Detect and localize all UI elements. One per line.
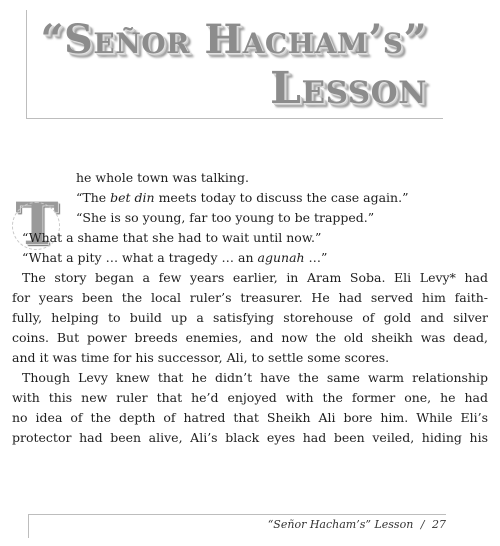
text-line: The story began a few years earlier, in Aram Soba. Eli Levy* had (22, 270, 488, 285)
running-title: “Señor Hacham’s” Lesson (267, 518, 414, 531)
text-line: fully, helping to build up a satisfying storehouse of gold and silver (12, 310, 488, 325)
text-line: protector had been alive, Ali’s black eyes had been veiled, hiding his (12, 430, 488, 445)
text-line: Though Levy knew that he didn’t have the same warm relationship (22, 370, 488, 385)
footer-rule (28, 514, 446, 515)
page-number: 27 (432, 518, 446, 531)
text-line: “The bet din meets today to discuss the case again.” (76, 190, 409, 205)
text-line: for years been the local ruler’s treasurer. He had served him faith- (12, 290, 488, 305)
text-line: “What a shame that she had to wait until now.” (22, 230, 322, 245)
text-line: coins. But power breeds enemies, and now the old sheikh was dead, (12, 330, 488, 345)
text-line: “She is so young, far too young to be trapped.” (76, 210, 375, 225)
text-line: and it was time for his successor, Ali, to settle some scores. (12, 350, 390, 365)
footer-separator: / (420, 518, 425, 531)
text-line: “What a pity … what a tragedy … an agunah …” (22, 250, 328, 265)
chapter-title-line-1: “Señor Hacham’s” (40, 16, 427, 63)
text-line: no idea of the depth of hatred that Sheikh Ali bore him. While Eli’s (12, 410, 488, 425)
body-text (12, 168, 488, 448)
text-line: with this new ruler that he’d enjoyed with the former one, he had (12, 390, 488, 405)
chapter-title-line-2: Lesson (270, 63, 427, 114)
text-line: he whole town was talking. (76, 170, 249, 185)
chapter-title-box (26, 10, 443, 119)
page-footer (268, 518, 446, 531)
drop-cap: T (8, 194, 66, 254)
footer-corner-rule (28, 514, 29, 538)
